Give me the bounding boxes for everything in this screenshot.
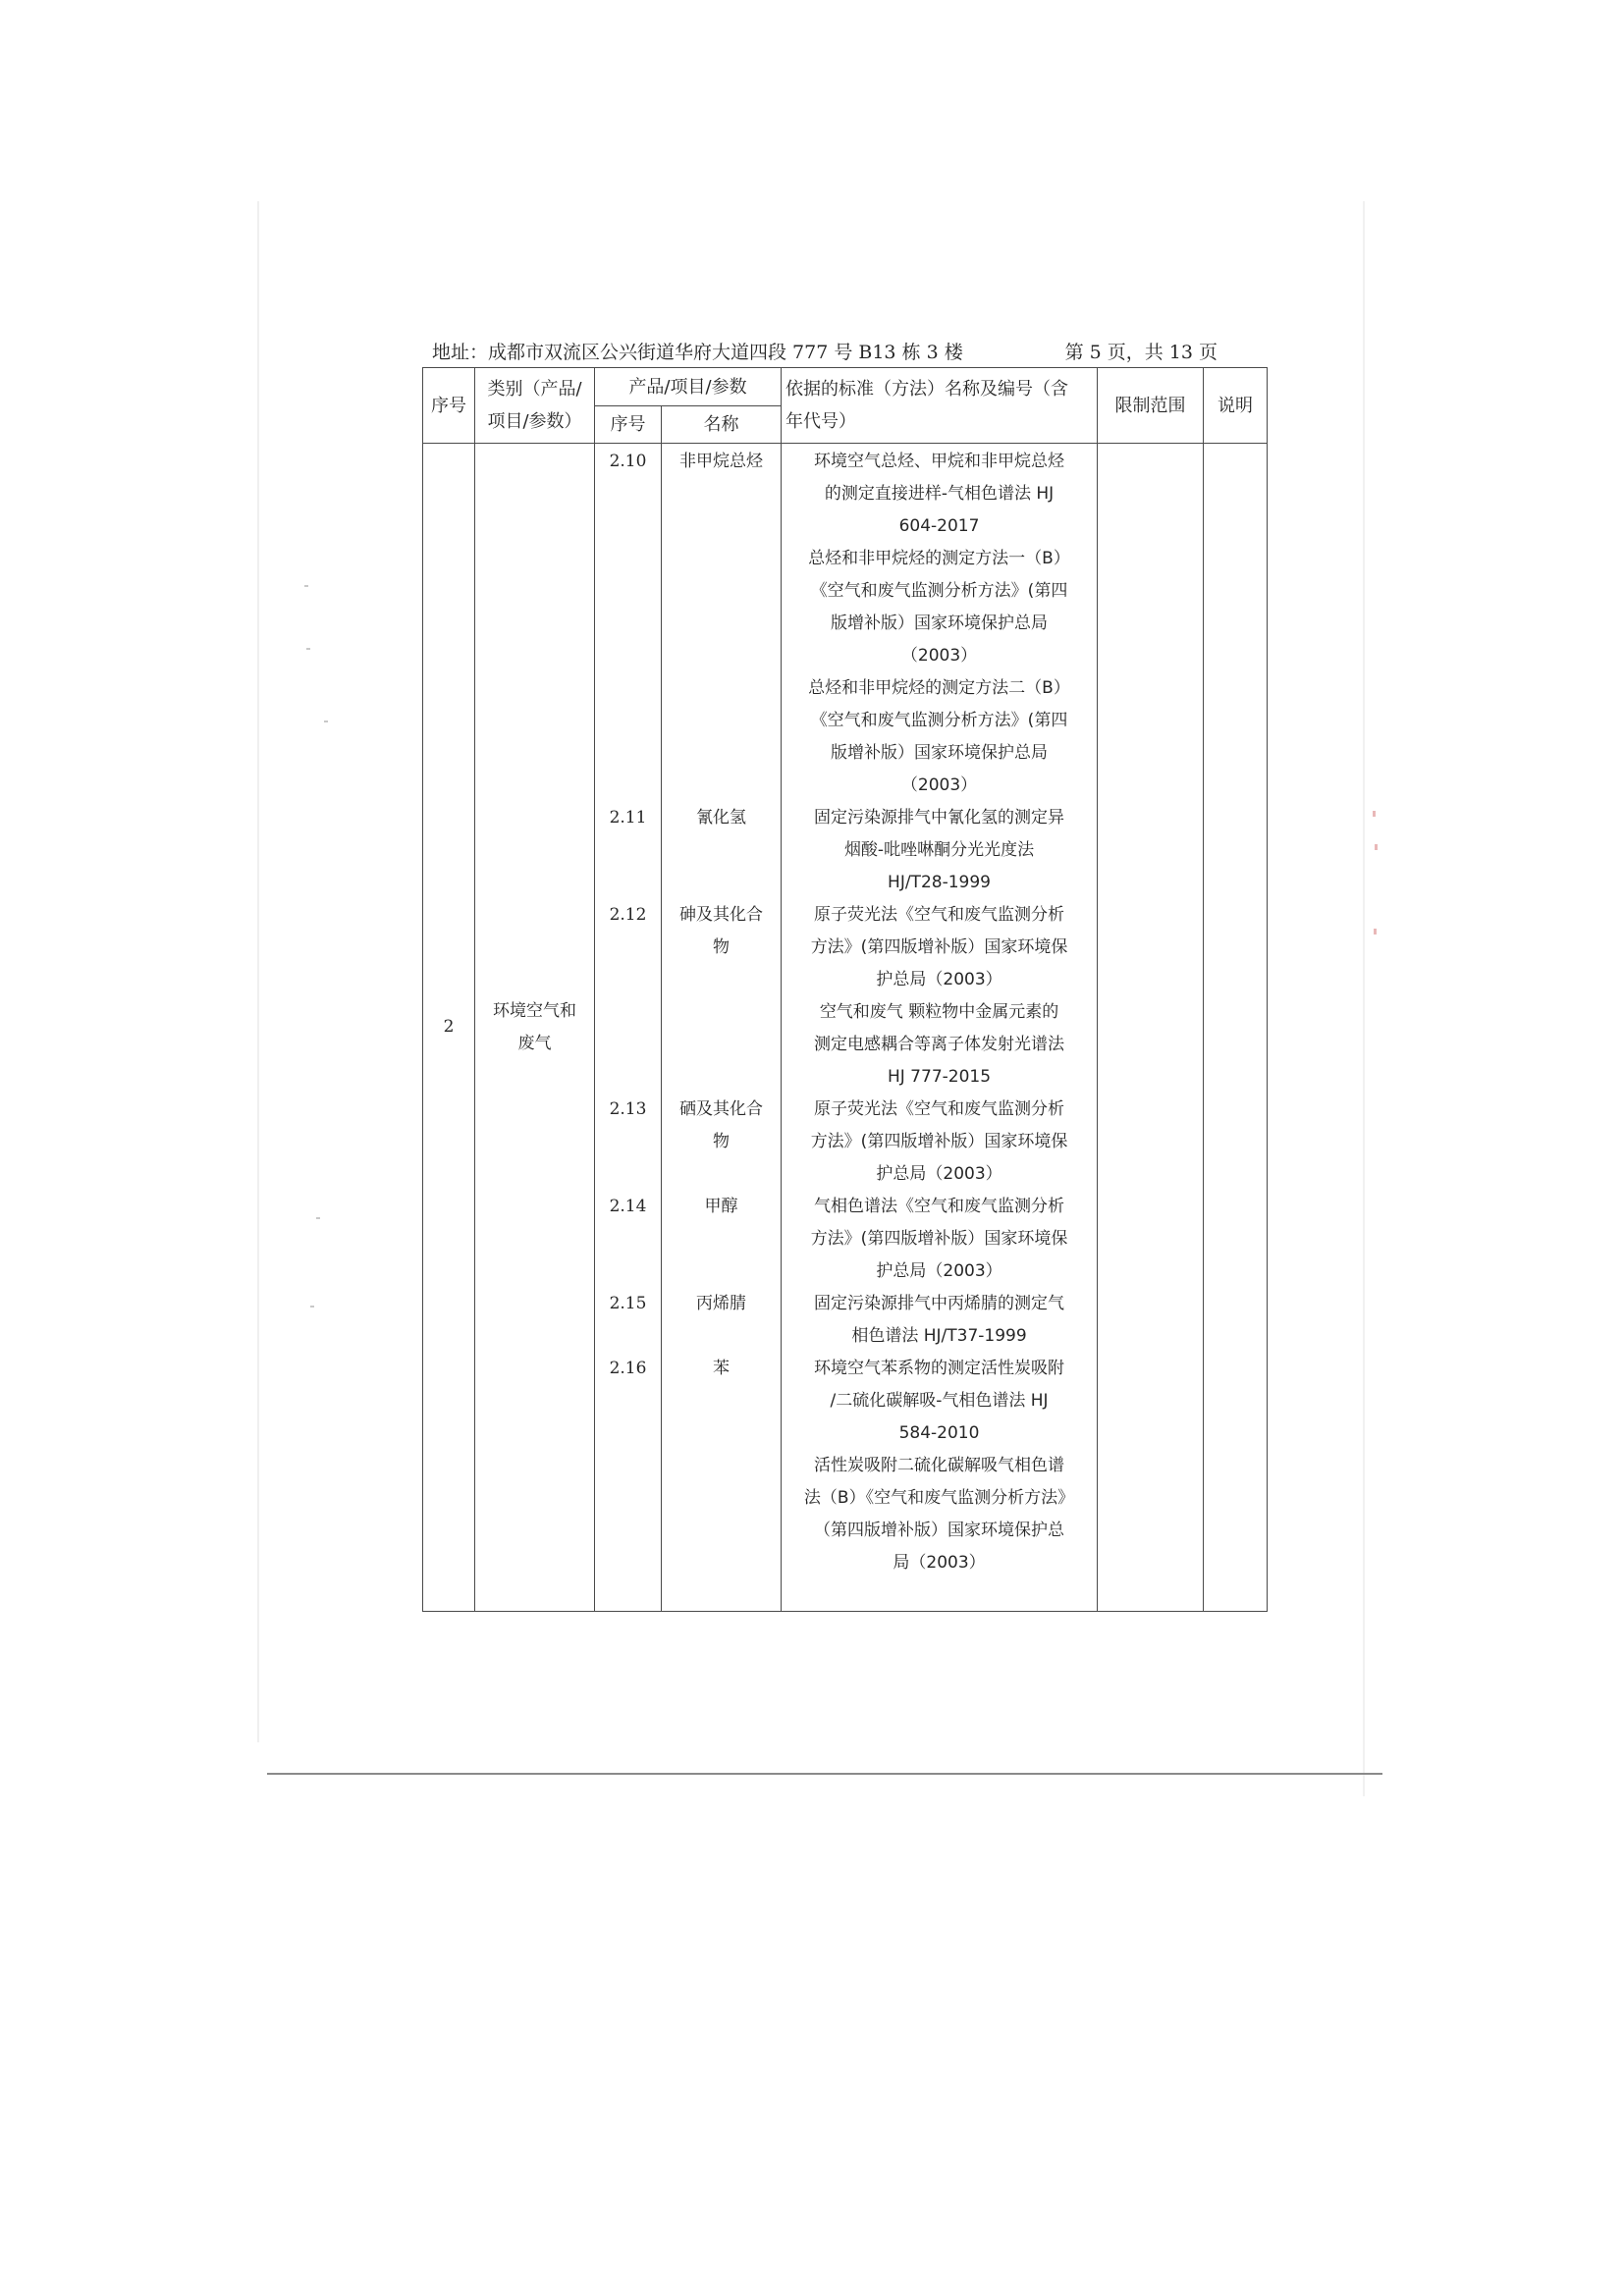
- item-name: [666, 802, 777, 899]
- item-name: [666, 899, 777, 1094]
- standard-line: /二硫化碳解吸-气相色谱法 HJ: [830, 1391, 1049, 1411]
- standard-line: 气相色谱法《空气和废气监测分析: [814, 1197, 1065, 1216]
- scan-edge-left: [257, 201, 259, 1742]
- standard-line: 固定污染源排气中氰化氢的测定异: [814, 808, 1065, 828]
- scan-speck: [324, 721, 328, 722]
- item-name-line: 丙烯腈: [696, 1294, 746, 1313]
- item-name-line: 非甲烷总烃: [679, 452, 763, 471]
- item-standards: [785, 802, 1093, 899]
- item-name-line: 氰化氢: [696, 808, 746, 828]
- standard-line: （2003）: [900, 775, 978, 795]
- standard-line: 活性炭吸附二硫化碳解吸气相色谱: [814, 1456, 1065, 1475]
- item-standards: [785, 1191, 1093, 1288]
- standard-line: 的测定直接进样-气相色谱法 HJ: [824, 484, 1055, 504]
- header-row: [423, 368, 1268, 406]
- standard-line: 总烃和非甲烷烃的测定方法二（B）: [808, 678, 1070, 698]
- item-standards: [785, 446, 1093, 802]
- item-seq-text: 2.14: [609, 1197, 647, 1216]
- name-column: [662, 444, 782, 1612]
- sub-seq-column: [595, 444, 662, 1612]
- standard-line: 环境空气总烃、甲烷和非甲烷总烃: [814, 452, 1065, 471]
- scan-speck: [310, 1306, 314, 1308]
- standard-line: 584-2010: [898, 1423, 980, 1443]
- item-name-line: 砷及其化合: [679, 905, 763, 925]
- standard-line: 局（2003）: [893, 1553, 986, 1573]
- standard-line: 原子荧光法《空气和废气监测分析: [814, 1099, 1065, 1119]
- standard-line: （2003）: [900, 646, 978, 666]
- standard-line: 604-2017: [898, 516, 980, 536]
- standard-entry: [785, 672, 1093, 802]
- scan-speck: [304, 585, 308, 587]
- item-seq: [599, 1094, 657, 1191]
- item-name: [666, 446, 777, 802]
- standard-column: [782, 444, 1098, 1612]
- standard-entry: [785, 1191, 1093, 1288]
- standard-line: 护总局（2003）: [876, 1261, 1002, 1281]
- address-text: 地址：成都市双流区公兴街道华府大道四段 777 号 B13 栋 3 楼: [432, 342, 963, 363]
- standard-line: 版增补版）国家环境保护总局: [831, 614, 1049, 633]
- accreditation-table: [422, 367, 1268, 1612]
- group-category: 环境空气和 废气: [475, 444, 595, 1612]
- sub-seq-list: [599, 446, 657, 1579]
- header-name: 名称: [662, 406, 782, 444]
- standard-entry: [785, 1450, 1093, 1579]
- item-seq: [599, 1353, 657, 1579]
- scan-speck: [1374, 929, 1377, 934]
- item-seq: [599, 802, 657, 899]
- note-cell: [1204, 444, 1268, 1612]
- header-standard: 依据的标准（方法）名称及编号（含 年代号）: [782, 368, 1098, 444]
- standard-line: 《空气和废气监测分析方法》(第四: [810, 581, 1068, 601]
- header-category: 类别（产品/ 项目/参数）: [475, 368, 595, 444]
- standard-line: 固定污染源排气中丙烯腈的测定气: [814, 1294, 1065, 1313]
- limit-cell: [1098, 444, 1204, 1612]
- item-seq: [599, 1191, 657, 1288]
- item-name: [666, 1288, 777, 1353]
- item-name: [666, 1094, 777, 1191]
- standard-entry: [785, 1353, 1093, 1450]
- item-name: [666, 1191, 777, 1288]
- standard-list: [785, 446, 1093, 1579]
- page-header: [432, 334, 1218, 367]
- item-standards: [785, 1353, 1093, 1579]
- item-seq: [599, 1288, 657, 1353]
- standard-entry: [785, 899, 1093, 996]
- item-seq-text: 2.15: [609, 1294, 647, 1313]
- standard-line: HJ 777-2015: [887, 1067, 992, 1087]
- standard-entry: [785, 543, 1093, 672]
- scan-edge-right: [1363, 201, 1365, 1796]
- page-bottom-rule: [267, 1773, 1382, 1775]
- standard-entry: [785, 1288, 1093, 1353]
- standard-line: 方法》(第四版增补版）国家环境保: [810, 1132, 1068, 1151]
- standard-line: 护总局（2003）: [876, 970, 1002, 989]
- header-note: 说明: [1204, 368, 1268, 444]
- standard-line: 测定电感耦合等离子体发射光谱法: [814, 1035, 1065, 1054]
- standard-entry: [785, 446, 1093, 543]
- item-seq-text: 2.13: [609, 1099, 647, 1119]
- standard-line: （第四版增补版）国家环境保护总: [814, 1521, 1065, 1540]
- item-name-line: 物: [713, 937, 730, 957]
- standard-line: 护总局（2003）: [876, 1164, 1002, 1184]
- scan-speck: [1373, 811, 1376, 817]
- item-standards: [785, 1288, 1093, 1353]
- standard-line: 原子荧光法《空气和废气监测分析: [814, 905, 1065, 925]
- group-seq: 2: [423, 444, 475, 1612]
- header-limit: 限制范围: [1098, 368, 1204, 444]
- scan-speck: [1375, 844, 1378, 850]
- standard-line: HJ/T28-1999: [888, 873, 991, 892]
- item-seq-text: 2.11: [609, 808, 647, 828]
- scan-speck: [306, 648, 310, 650]
- item-seq: [599, 899, 657, 1094]
- standard-line: 版增补版）国家环境保护总局: [831, 743, 1049, 763]
- scan-speck: [316, 1217, 320, 1219]
- item-name-line: 硒及其化合: [679, 1099, 763, 1119]
- standard-entry: [785, 802, 1093, 899]
- standard-line: 方法》(第四版增补版）国家环境保: [810, 937, 1068, 957]
- item-name-line: 苯: [713, 1359, 730, 1378]
- standard-line: 相色谱法 HJ/T37-1999: [851, 1326, 1027, 1346]
- item-name-line: 物: [713, 1132, 730, 1151]
- standard-entry: [785, 1094, 1093, 1191]
- standard-line: 方法》(第四版增补版）国家环境保: [810, 1229, 1068, 1249]
- standard-line: 空气和废气 颗粒物中金属元素的: [819, 1002, 1059, 1022]
- item-standards: [785, 1094, 1093, 1191]
- standard-entry: [785, 996, 1093, 1094]
- standard-line: 法（B）《空气和废气监测分析方法》: [803, 1488, 1075, 1508]
- standard-line: 环境空气苯系物的测定活性炭吸附: [814, 1359, 1065, 1378]
- name-list: [666, 446, 777, 1579]
- standard-line: 烟酸-吡唑啉酮分光光度法: [843, 840, 1035, 860]
- item-name: [666, 1353, 777, 1579]
- page-number: 第 5 页，共 13 页: [1064, 342, 1218, 363]
- table-body-row: [423, 444, 1268, 1612]
- item-seq-text: 2.10: [609, 452, 647, 471]
- item-standards: [785, 899, 1093, 1094]
- standard-line: 《空气和废气监测分析方法》(第四: [810, 711, 1068, 730]
- header-seq: 序号: [423, 368, 475, 444]
- item-seq: [599, 446, 657, 802]
- header-product-group: 产品/项目/参数: [595, 368, 782, 406]
- item-seq-text: 2.12: [609, 905, 647, 925]
- standard-line: 总烃和非甲烷烃的测定方法一（B）: [808, 549, 1070, 568]
- header-sub-seq: 序号: [595, 406, 662, 444]
- item-name-line: 甲醇: [704, 1197, 738, 1216]
- item-seq-text: 2.16: [609, 1359, 647, 1378]
